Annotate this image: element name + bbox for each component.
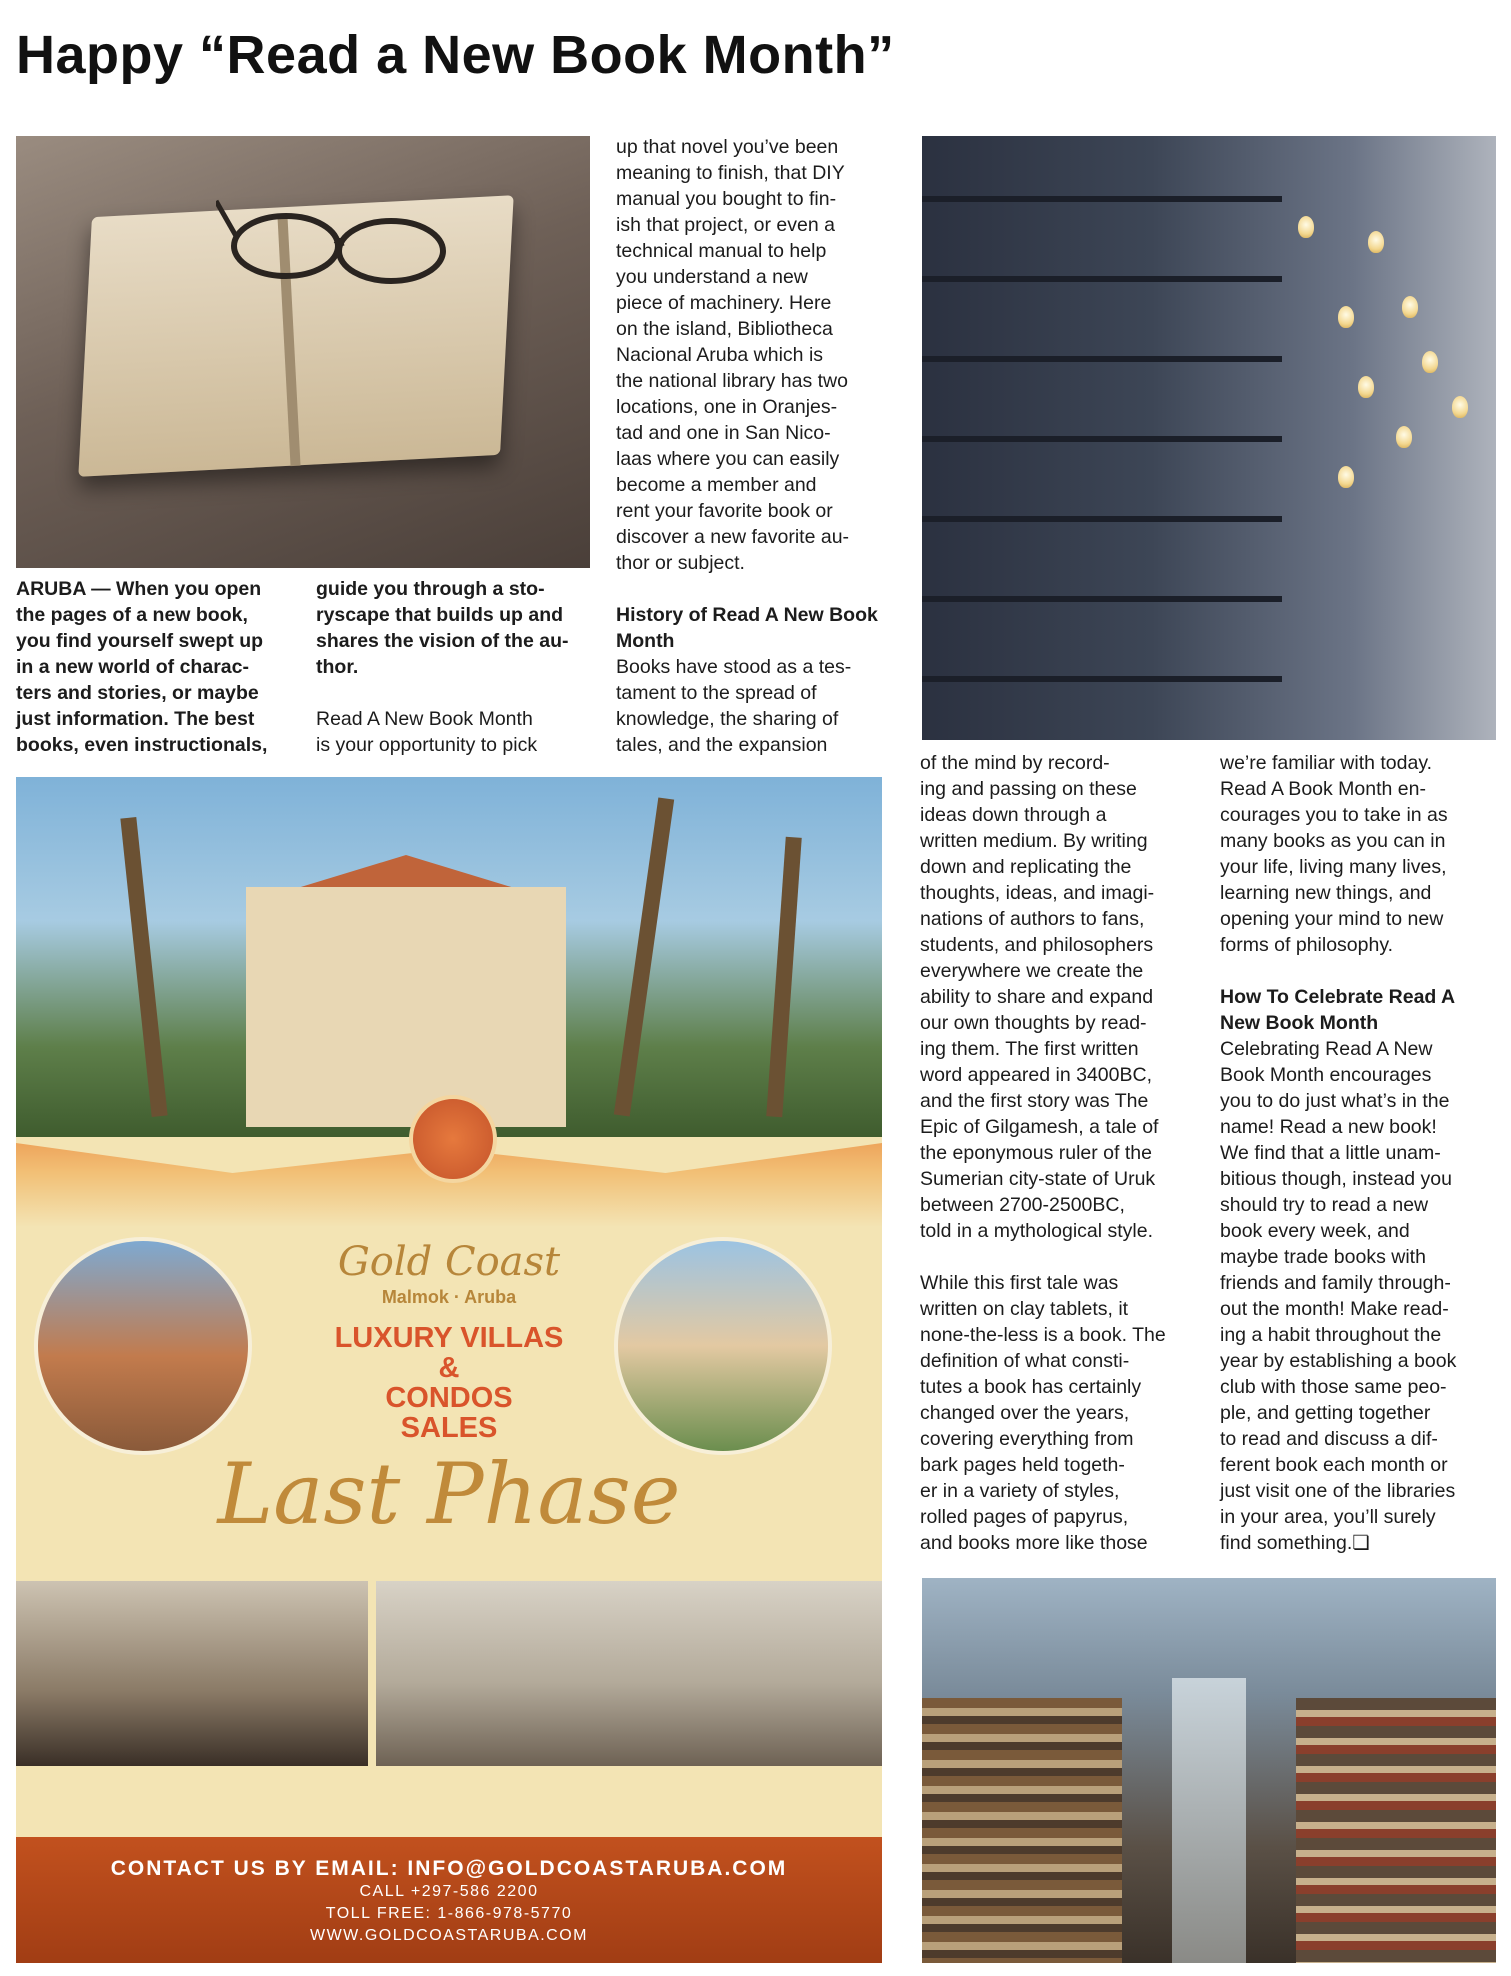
article-line: thor. (316, 656, 359, 678)
article-line: students, and philosophers (920, 934, 1154, 956)
article-line: ability to share and expand (920, 986, 1154, 1008)
article-line: become a member and (616, 474, 817, 496)
article-line: told in a mythological style. (920, 1220, 1154, 1242)
contact-website[interactable]: WWW.GOLDCOASTARUBA.COM (309, 1927, 589, 1944)
article-line: rent your favorite book or (616, 500, 833, 522)
article-line: the eponymous ruler of the (920, 1142, 1152, 1164)
article-line: Nacional Aruba which is (616, 344, 824, 366)
article-line: ideas down through a (920, 804, 1107, 826)
article-line: forms of philosophy. (1220, 934, 1394, 956)
article-line: Sumerian city-state of Uruk (920, 1168, 1156, 1190)
article-line: piece of machinery. Here (616, 292, 832, 314)
article-line: We find that a little unam- (1220, 1142, 1441, 1164)
library-bookshelf-photo (922, 136, 1496, 740)
article-line: books, even instructionals, (16, 734, 268, 756)
open-book-photo (16, 136, 590, 568)
article-line: written on clay tablets, it (920, 1298, 1129, 1320)
article-line: to read and discuss a dif- (1220, 1428, 1438, 1450)
bedroom-photo (16, 1581, 368, 1766)
article-line: just information. The best (16, 708, 255, 730)
article-line: between 2700-2500BC, (920, 1194, 1125, 1216)
article-line: guide you through a sto- (316, 578, 545, 600)
article-line: you find yourself swept up (16, 630, 264, 652)
article-line: opening your mind to new (1220, 908, 1444, 930)
article-line: covering everything from (920, 1428, 1134, 1450)
article-column-3 (616, 134, 892, 758)
article-line: find something.❏ (1220, 1532, 1370, 1554)
article-line: name! Read a new book! (1220, 1116, 1437, 1138)
article-line: meaning to finish, that DIY (616, 162, 845, 184)
eyeglasses-icon (216, 196, 456, 286)
article-line: your life, living many lives, (1220, 856, 1447, 878)
article-line: in a new world of charac- (16, 656, 249, 678)
article-line: should try to read a new (1220, 1194, 1429, 1216)
article-line: ing and passing on these (920, 778, 1137, 800)
article-column-5 (1220, 750, 1496, 1556)
turtle-logo-icon (409, 1095, 497, 1183)
article-line: Read A New Book Month (316, 708, 533, 730)
contact-email[interactable]: CONTACT US BY EMAIL: INFO@GOLDCOASTARUBA.COM (110, 1857, 788, 1880)
article-line: maybe trade books with (1220, 1246, 1426, 1268)
living-room-photo (376, 1581, 882, 1766)
article-line: you understand a new (616, 266, 808, 288)
article-line: locations, one in Oranjes- (616, 396, 838, 418)
article-line: written medium. By writing (920, 830, 1148, 852)
article-line: er in a variety of styles, (920, 1480, 1120, 1502)
article-line: of the mind by record- (920, 752, 1110, 774)
article-line: ARUBA — When you open (16, 578, 262, 600)
book-stacks-photo (922, 1578, 1496, 1963)
article-line: definition of what consti- (920, 1350, 1130, 1372)
article-line: our own thoughts by read- (920, 1012, 1147, 1034)
section-heading-celebrate: New Book Month (1220, 1012, 1379, 1034)
article-column-2 (316, 576, 590, 758)
article-line: on the island, Bibliotheca (616, 318, 833, 340)
article-line: learning new things, and (1220, 882, 1432, 904)
article-line: up that novel you’ve been (616, 136, 839, 158)
article-line: and the first story was The (920, 1090, 1149, 1112)
article-line: Book Month encourages (1220, 1064, 1432, 1086)
article-line: word appeared in 3400BC, (920, 1064, 1152, 1086)
article-line: is your opportunity to pick (316, 734, 538, 756)
article-line: the pages of a new book, (16, 604, 248, 626)
article-line: just visit one of the libraries (1220, 1480, 1456, 1502)
article-line: book every week, and (1220, 1220, 1410, 1242)
condos-aerial-photo (34, 1237, 252, 1455)
article-line: Books have stood as a tes- (616, 656, 852, 678)
brand-name: Gold Coast (337, 1239, 561, 1285)
article-line: manual you bought to fin- (616, 188, 837, 210)
article-line: in your area, you’ll surely (1220, 1506, 1436, 1528)
article-line: ing a habit throughout the (1220, 1324, 1442, 1346)
article-line: ing them. The first written (920, 1038, 1139, 1060)
article-line: changed over the years, (920, 1402, 1130, 1424)
section-heading-history: Month (616, 630, 675, 652)
article-line: ple, and getting together (1220, 1402, 1431, 1424)
gold-coast-advertisement[interactable] (16, 777, 882, 1963)
contact-phone[interactable]: CALL +297-586 2200 (359, 1883, 539, 1900)
article-line: friends and family through- (1220, 1272, 1451, 1294)
article-line: everywhere we create the (920, 960, 1144, 982)
article-line: tutes a book has certainly (920, 1376, 1142, 1398)
villa-courtyard-photo (614, 1237, 832, 1455)
article-line: and books more like those (920, 1532, 1148, 1554)
article-line: we’re familiar with today. (1220, 752, 1433, 774)
contact-toll-free[interactable]: TOLL FREE: 1-866-978-5770 (325, 1905, 573, 1922)
article-column-1 (16, 576, 290, 758)
article-line: Epic of Gilgamesh, a tale of (920, 1116, 1159, 1138)
article-column-4 (920, 750, 1196, 1556)
article-line: courages you to take in as (1220, 804, 1448, 826)
contact-banner[interactable] (16, 1837, 882, 1963)
article-line: none-the-less is a book. The (920, 1324, 1166, 1346)
article-line: thor or subject. (616, 552, 745, 574)
article-line: ters and stories, or maybe (16, 682, 259, 704)
article-line: many books as you can in (1220, 830, 1446, 852)
ad-slogan: Last Phase (217, 1445, 681, 1543)
article-line: bark pages held togeth- (920, 1454, 1125, 1476)
article-line: out the month! Make read- (1220, 1298, 1449, 1320)
article-line: bitious though, instead you (1220, 1168, 1453, 1190)
article-line: the national library has two (616, 370, 848, 392)
article-line: ferent book each month or (1220, 1454, 1448, 1476)
ad-headline: LUXURY VILLAS & CONDOS SALES (334, 1322, 564, 1444)
article-line: While this first tale was (920, 1272, 1119, 1294)
page-title: Happy “Read a New Book Month” (16, 25, 895, 85)
villa-photo (16, 777, 882, 1137)
article-line: club with those same peo- (1220, 1376, 1447, 1398)
section-heading-history: History of Read A New Book (616, 604, 878, 626)
article-line: discover a new favorite au- (616, 526, 850, 548)
article-line: nations of authors to fans, (920, 908, 1145, 930)
article-line: ryscape that builds up and (316, 604, 564, 626)
article-line: tales, and the expansion (616, 734, 828, 756)
article-line: down and replicating the (920, 856, 1132, 878)
brand-location: Malmok · Aruba (381, 1287, 517, 1307)
article-line: Celebrating Read A New (1220, 1038, 1433, 1060)
article-line: Read A Book Month en- (1220, 778, 1426, 800)
article-line: shares the vision of the au- (316, 630, 569, 652)
section-heading-celebrate: How To Celebrate Read A (1220, 986, 1456, 1008)
article-line: year by establishing a book (1220, 1350, 1457, 1372)
article-line: knowledge, the sharing of (616, 708, 839, 730)
article-line: tad and one in San Nico- (616, 422, 831, 444)
article-line: rolled pages of papyrus, (920, 1506, 1129, 1528)
article-line: you to do just what’s in the (1220, 1090, 1450, 1112)
article-line: technical manual to help (616, 240, 827, 262)
article-line: ish that project, or even a (616, 214, 835, 236)
article-line: thoughts, ideas, and imagi- (920, 882, 1155, 904)
article-line: laas where you can easily (616, 448, 840, 470)
article-line: tament to the spread of (616, 682, 817, 704)
